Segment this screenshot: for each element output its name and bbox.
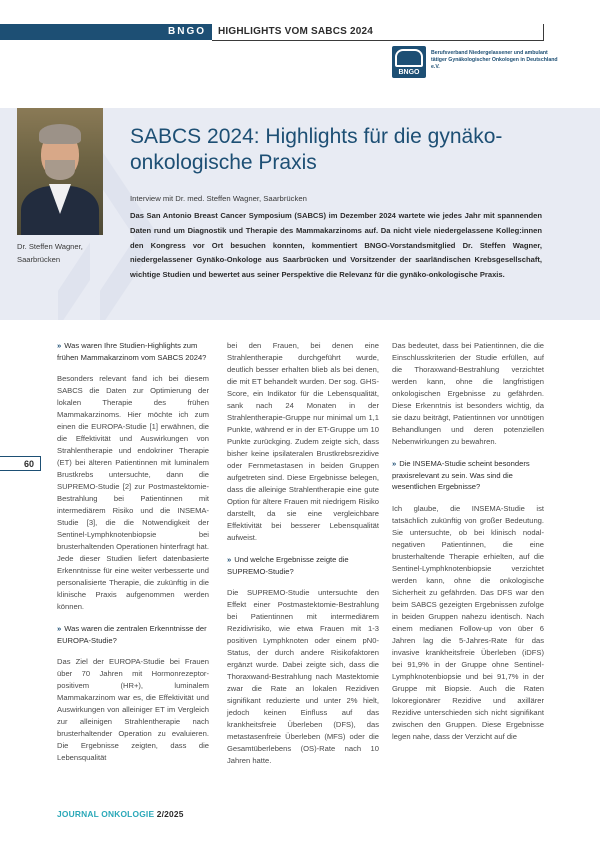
header-rule: [212, 40, 544, 41]
journal-issue: 2/2025: [156, 809, 184, 819]
author-photo: [17, 108, 103, 235]
answer-paragraph: Das bedeutet, dass bei Patientinnen, die die Einschlusskriterien der Studie erfüllen, auf die Thoraxwand-Bestrahlung verzichtet werden kann, ohne die langfristigen onkologischen Ergebnisse zu gefährden. Diese Erkenntnis ist besonders wichtig, da sie dazu beiträgt, Patientinnen vor unnötigen Behandlungen und deren potenziellen Nebenwirkungen zu bewahren.: [392, 341, 544, 446]
header-rule-end: [543, 24, 544, 41]
photo-hair: [39, 124, 81, 144]
question-heading: [57, 340, 209, 363]
article-lead: Das San Antonio Breast Cancer Symposium (SABCS) im Dezember 2024 wartete wie jedes Jahr mit spannenden Daten rund um Diagnostik und Therapie des Mammakarzinoms auf. Da nicht viele niedergelassene Kolleg:innen den Kongress vor Ort besuchen konnten, kommentiert BNGO-Vorstandsmitglied Dr. Steffen Wagner, niedergelassener Gynäko-Onkologe aus Saarbrücken und Vorsitzender der saarländischen Krebsgesellschaft, wichtige Studien und bewertet aus seiner Perspektive die Relevanz für die gynäko-onkologische Praxis.: [130, 211, 542, 280]
article-title: SABCS 2024: Highlights für die gynäko-onkologische Praxis: [130, 125, 503, 174]
answer-paragraph: Die SUPREMO-Studie untersuchte den Effekt einer Postmastektomie-Bestrahlung bei Patientinnen mit intermediärem Rezidivrisiko, wie etwa Frauen mit 1-3 positiven Lymphknoten oder einem pN0-Status, der durch andere Risikofaktoren ergänzt wurde. Dabei zeigte sich, dass die Thoraxwand-Bestrahlung nach Mastektomie zwar die Rate an lokalen Rezidiven signifikant reduzierte und unter 2% hielt, jedoch keinen Einfluss auf das krankheitsfreie Überleben (DFS), das metastasenfreie Überleben (MFS) oder die Gesamtüberlebens (OS)-Rate nach 10 Jahren hatte.: [227, 588, 379, 765]
text-column-1: [57, 340, 209, 774]
header-brand-bar: [0, 24, 212, 40]
chevron-right-icon: »: [392, 459, 397, 468]
journal-name: JOURNAL ONKOLOGIE: [57, 809, 155, 819]
question-text: Was waren Ihre Studien-Highlights zum frühen Mammakarzinom vom SABCS 2024?: [57, 341, 207, 362]
chevron-right-icon: »: [57, 624, 62, 633]
article-byline: Interview mit Dr. med. Steffen Wagner, Saarbrücken: [130, 194, 307, 203]
answer-paragraph: Ich glaube, die INSEMA-Studie ist tatsächlich zukünftig von großer Bedeutung. Sie untersuchte, ob bei klinisch nodal-negativen Patientinnen, die eine brusterhaltende Therapie erhielten, auf die Sentinel-Lymphknotenbiopsie verzichtet werden kann, ohne die onkologische Sicherheit zu gefährden. Das DFS war den beim SABCS gezeigten Ergebnissen zufolge in beiden Gruppen nahezu identisch. Nach einem medianen Follow-up von über 6 Jahren lag die 5-Jahres-Rate für das invasive krankheitsfreie Überleben (iDFS) bei 91,9% in der Gruppe ohne Sentinel-Lymphknotenbiopsie und bei 91,7% in der Gruppe mit Biopsie. Auch die Raten lokoregionärer Rezidive und axillärer Rezidive unterschieden sich nicht signifikant zwischen den Gruppen. Diese Ergebnisse legen nahe, dass der Verzicht auf die: [392, 503, 544, 741]
answer-paragraph: Besonders relevant fand ich bei diesem SABCS die Daten zur Optimierung der lokalen Therapie des frühen Mammakarzinoms. Hier möchte ich zum einen die EUROPA-Studie [1] erwähnen, die die Effektivität und Auswirkungen von Strahlentherapie und endokriner Therapie (ET) bei älteren Patientinnen mit luminalem Brustkrebs untersuchte, dann die SUPREMO-Studie [2] zur Postmastektomie-Bestrahlung bei Patientinnen mit intermediärem Risiko und die INSEMA-Studie [3], die die Notwendigkeit der Sentinel-Lymphknotenbiopsie bei brusterhaltenden Operationen hinterfragt hat. Jede dieser Studien liefert datenbasierte Erkenntnisse für eine weiter verbesserte und personalisierte Therapie, die zukünftig in die klinische Praxis aufgenommen werden können.: [57, 374, 209, 611]
question-text: Und welche Ergebnisse zeigte die SUPREMO-Studie?: [227, 555, 349, 576]
question-text: Was waren die zentralen Erkenntnisse der EUROPA-Studie?: [57, 624, 207, 645]
question-heading: [392, 458, 544, 493]
photo-caption-name: Dr. Steffen Wagner,: [17, 242, 83, 251]
question-text: Die INSEMA-Studie scheint besonders praxisrelevant zu sein. Was sind die wesentlichen Ergebnisse?: [392, 459, 530, 491]
chevron-right-icon: »: [227, 555, 232, 564]
answer-paragraph: Das Ziel der EUROPA-Studie bei Frauen über 70 Jahren mit Hormonrezeptor-positivem (HR+), luminalem Mammakarzinom war es, die Effektivität und Auswirkungen von alleiniger ET im Vergleich zur alleinigen Strahlentherapie nach brusterhaltender Operation zu evaluieren. Die Ergebnisse zeigten, dass die Lebensqualität: [57, 657, 209, 762]
logo-label: BNGO: [398, 69, 420, 76]
question-heading: [57, 623, 209, 646]
page-number-tab: [0, 456, 41, 471]
photo-caption-city: Saarbrücken: [17, 255, 61, 264]
text-column-3: [392, 340, 544, 753]
logo-arch-icon: [395, 49, 423, 67]
text-column-2: [227, 340, 379, 777]
section-title: HIGHLIGHTS VOM SABCS 2024: [218, 26, 374, 37]
question-heading: [227, 554, 379, 577]
chevron-right-icon: »: [57, 341, 62, 350]
page-number: 60: [24, 459, 35, 469]
photo-beard: [45, 160, 75, 180]
hero-section: [0, 108, 600, 320]
bngo-logo: [392, 46, 426, 78]
journal-footer: [57, 809, 184, 819]
logo-text: Berufsverband Niedergelassener und ambulant tätiger Gynäkologischer Onkologen in Deutschland e.V.: [431, 50, 558, 70]
photo-caption: [17, 240, 83, 266]
header-separator: [212, 24, 214, 40]
header-brand: BNGO: [168, 26, 206, 37]
answer-paragraph: bei den Frauen, bei denen eine Strahlentherapie durchgeführt wurde, deutlich besser erhalten blieb als bei denen, die mit ET behandelt wurden. Der sog. GHS-Score, ein Indikator für die Lebensqualität, sank nach 24 Monaten in der Strahlentherapie-Gruppe nur minimal um 1,1 Punkte, während er in der ET-Gruppe um 10 Punkte zurückging. Zudem zeigte sich, dass bisher keine ipsilateralen Brustkrebsrezidive oder Fernmetastasen in beiden Gruppen aufgetreten sind. Diese Ergebnisse belegen, dass die alleinige Strahlentherapie eine gute Option für ältere Frauen mit niedrigem Risiko darstellt, da sie eine vergleichbare Effektivität bei besserer Lebensqualität aufweist.: [227, 341, 379, 542]
